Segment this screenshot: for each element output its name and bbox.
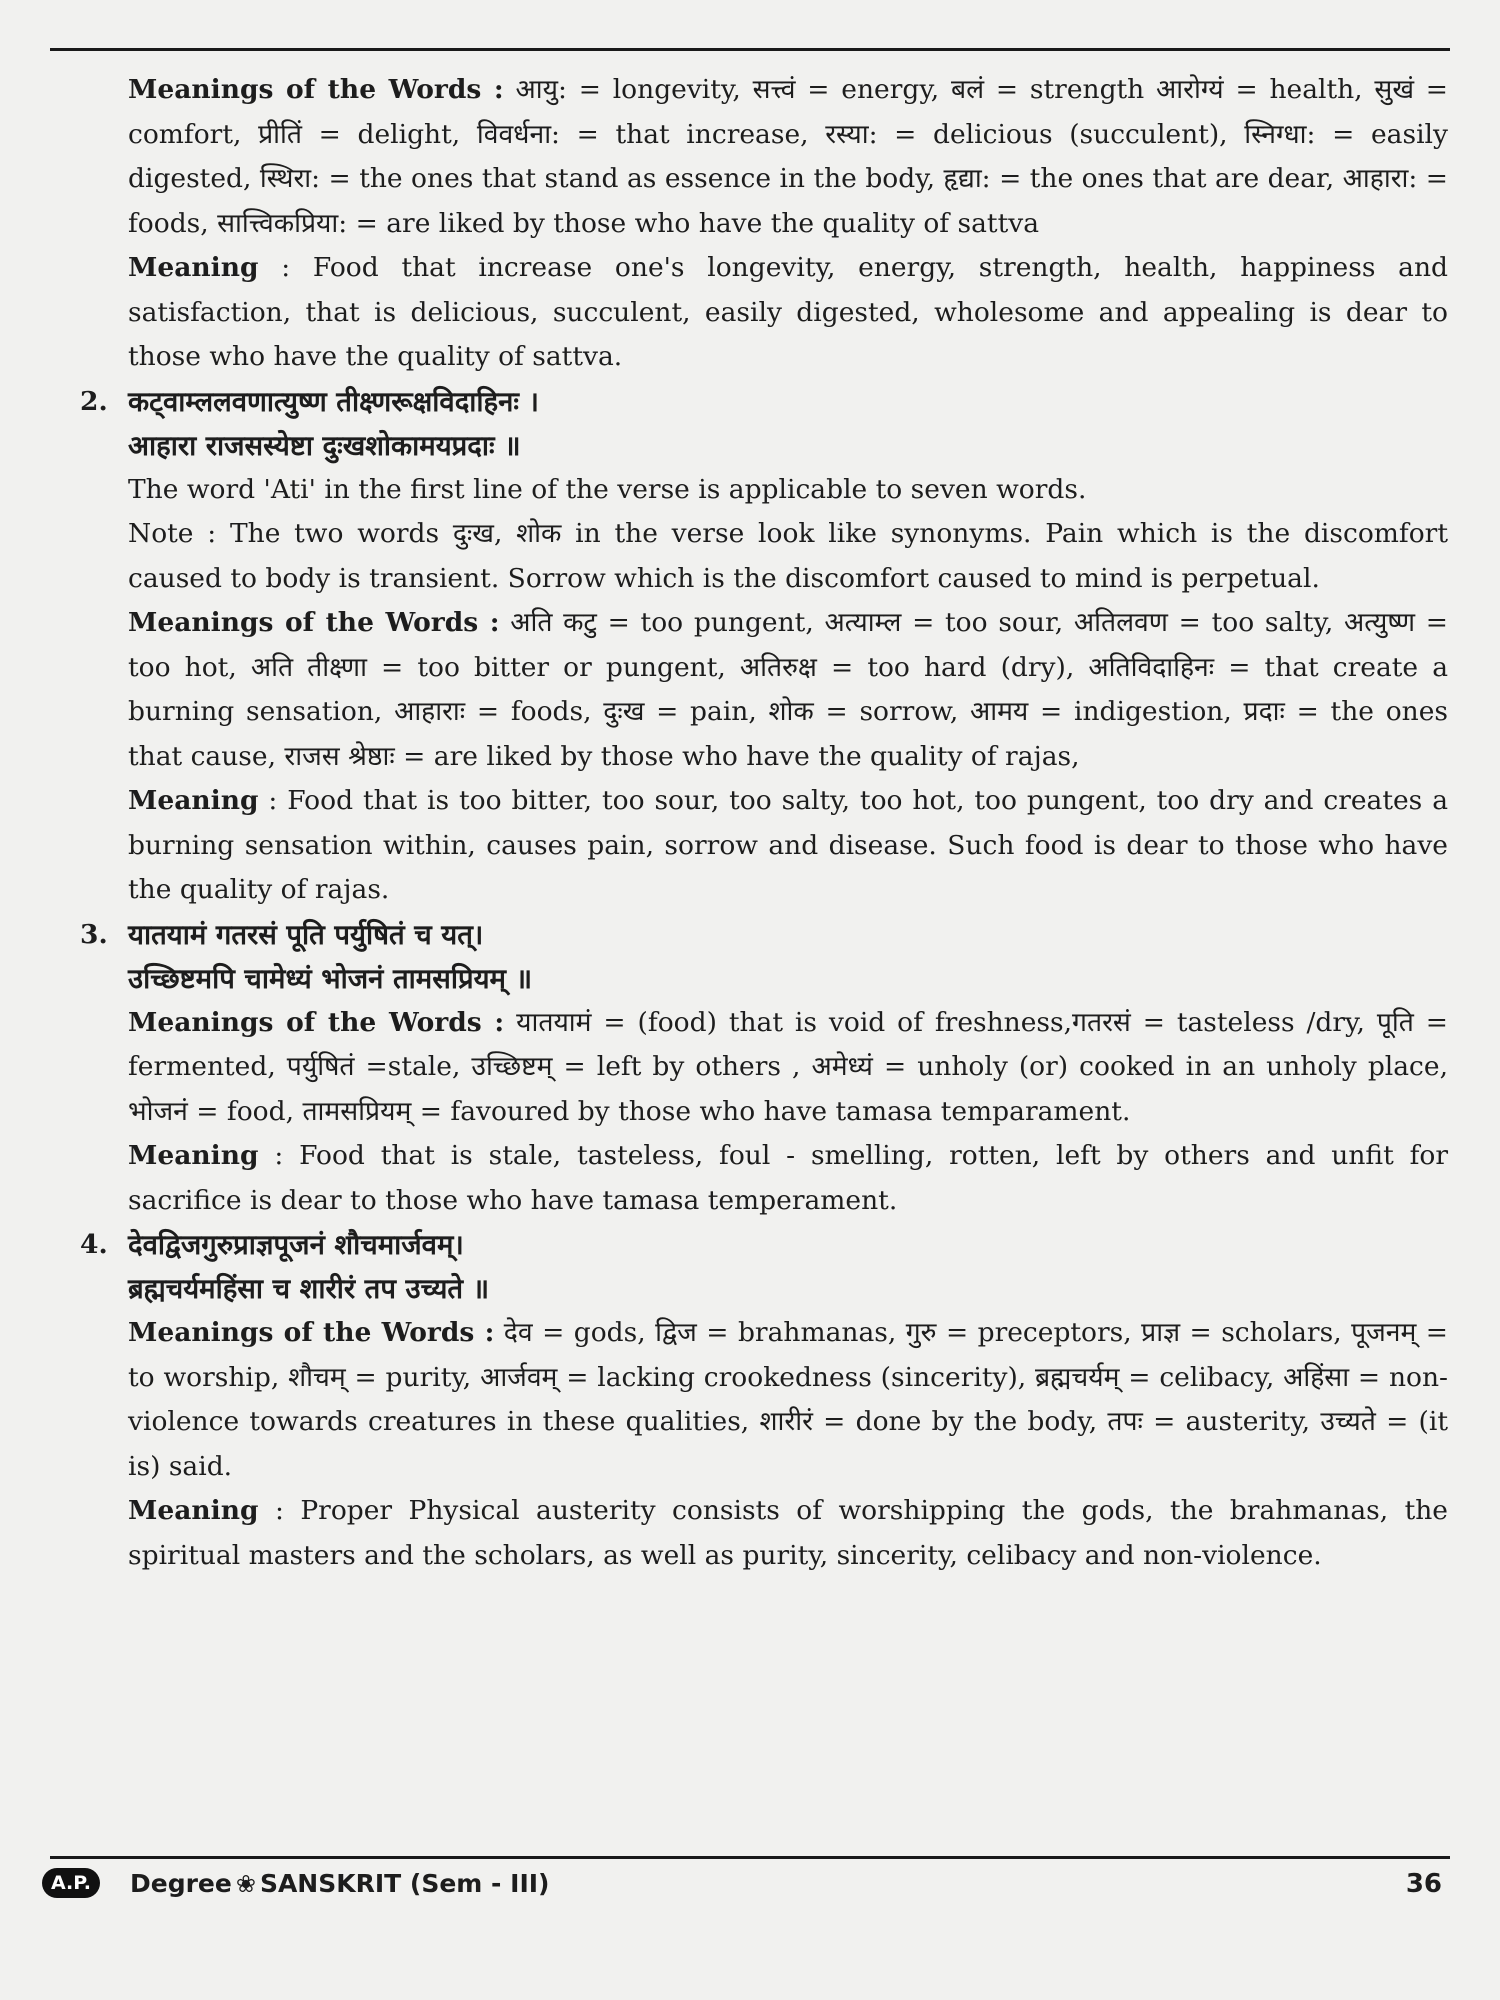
verse-2-ati-note: The word 'Ati' in the first line of the verse is applicable to seven words. bbox=[128, 473, 1087, 505]
verse-line-1: यातयामं गतरसं पूति पर्युषितं च यत्। bbox=[128, 918, 484, 951]
verse-line-2: ब्रह्मचर्यमहिंसा च शारीरं तप उच्यते ॥ bbox=[128, 1273, 490, 1305]
page-number: 36 bbox=[1405, 1869, 1442, 1899]
verse-4-meaning bbox=[128, 1489, 1448, 1578]
ap-badge: A.P. bbox=[42, 1868, 100, 1898]
verse-1-meaning bbox=[128, 246, 1448, 380]
bottom-rule bbox=[50, 1856, 1450, 1859]
verse-line-2: आहारा राजसस्येष्टा दुःखशोकामयप्रदाः ॥ bbox=[128, 429, 521, 462]
top-rule bbox=[50, 48, 1450, 51]
verse-line-1: देवद्विजगुरुप्राज्ञपूजनं शौचमार्जवम्। bbox=[128, 1229, 464, 1261]
meaning-label: Meaning bbox=[128, 785, 259, 816]
flower-icon: ❀ bbox=[235, 1870, 256, 1898]
verse-2-word-meanings bbox=[128, 601, 1448, 779]
verse-2-meaning bbox=[128, 779, 1448, 913]
word-meanings-text: आयु: = longevity, सत्त्वं = energy, बलं = strength आरोग्यं = health, सुखं = comfort, प्रीतिं = delight, विवर्धना: = that increase, रस्या: = delicious (succulent), स्निग्धा: = easily digested, स्थिरा: = the ones that stand as essence in the body, हृद्या: = the ones that are dear, आहारा: = foods, सात्त्विकप्रिया: = are liked by those who have the quality of sattva bbox=[128, 74, 1448, 239]
page-content bbox=[80, 68, 1448, 1578]
verse-2 bbox=[80, 380, 1448, 468]
word-meanings-label: Meanings of the Words : bbox=[128, 607, 500, 638]
word-meanings-text: देव = gods, द्विज = brahmanas, गुरु = preceptors, प्राज्ञ = scholars, पूजनम् = to worship, शौचम् = purity, आर्जवम् = lacking crookedness (sincerity), ब्रह्मचर्यम् = celibacy, अहिंसा = non-violence towards creatures in these qualities, शारीरं = done by the body, तपः = austerity, उच्यते = (it is) said. bbox=[128, 1317, 1448, 1482]
footer-title bbox=[130, 1869, 549, 1899]
verse-4-word-meanings bbox=[128, 1311, 1448, 1489]
verse-1-word-meanings bbox=[128, 68, 1448, 246]
meaning-text: : Proper Physical austerity consists of worshipping the gods, the brahmanas, the spiritual masters and the scholars, as well as purity, sincerity, celibacy and non-violence. bbox=[128, 1495, 1448, 1571]
meaning-text: : Food that is stale, tasteless, foul - smelling, rotten, left by others and unfit for sacrifice is dear to those who have tamasa temperament. bbox=[128, 1140, 1448, 1216]
footer-title-right: SANSKRIT (Sem - III) bbox=[259, 1869, 550, 1898]
meaning-label: Meaning bbox=[128, 1140, 259, 1171]
meaning-label: Meaning bbox=[128, 252, 259, 283]
word-meanings-label: Meanings of the Words : bbox=[128, 74, 504, 105]
verse-3-meaning bbox=[128, 1134, 1448, 1223]
word-meanings-text: अति कटु = too pungent, अत्याम्ल = too sour, अतिलवण = too salty, अत्युष्ण = too hot, अति तीक्ष्णा = too bitter or pungent, अतिरुक्ष = too hard (dry), अतिविदाहिनः = that create a burning sensation, आहाराः = foods, दुःख = pain, शोक = sorrow, आमय = indigestion, प्रदाः = the ones that cause, राजस श्रेष्ठाः = are liked by those who have the quality of rajas, bbox=[128, 607, 1448, 772]
verse-2-note: Note : The two words दुःख, शोक in the verse look like synonyms. Pain which is the discomfort caused to body is transient. Sorrow which is the discomfort caused to mind is perpetual. bbox=[128, 518, 1448, 594]
word-meanings-text: यातयामं = (food) that is void of freshness,गतरसं = tasteless /dry, पूति = fermented, पर्युषितं =stale, उच्छिष्टम् = left by others , अमेध्यं = unholy (or) cooked in an unholy place, भोजनं = food, तामसप्रियम् = favoured by those who have tamasa temparament. bbox=[128, 1006, 1448, 1127]
word-meanings-label: Meanings of the Words : bbox=[128, 1006, 505, 1038]
verse-4 bbox=[80, 1223, 1448, 1311]
verse-3-word-meanings bbox=[128, 1001, 1448, 1135]
verse-number: 3. bbox=[80, 918, 108, 950]
footer-title-left: Degree bbox=[130, 1869, 232, 1898]
word-meanings-label: Meanings of the Words : bbox=[128, 1317, 495, 1348]
verse-number: 4. bbox=[80, 1229, 108, 1260]
meaning-label: Meaning bbox=[128, 1495, 259, 1526]
verse-line-1: कट्वाम्ललवणात्युष्ण तीक्ष्णरूक्षविदाहिनः । bbox=[128, 385, 539, 418]
verse-number: 2. bbox=[80, 385, 108, 417]
page-footer bbox=[42, 1866, 1442, 1906]
meaning-text: : Food that increase one's longevity, energy, strength, health, happiness and satisfaction, that is delicious, succulent, easily digested, wholesome and appealing is dear to those who have the quality of sattva. bbox=[128, 252, 1448, 372]
meaning-text: : Food that is too bitter, too sour, too salty, too hot, too pungent, too dry and creates a burning sensation within, causes pain, sorrow and disease. Such food is dear to those who have the quality of rajas. bbox=[128, 785, 1448, 905]
verse-line-2: उच्छिष्टमपि चामेध्यं भोजनं तामसप्रियम् ॥ bbox=[128, 962, 533, 995]
verse-3 bbox=[80, 913, 1448, 1001]
